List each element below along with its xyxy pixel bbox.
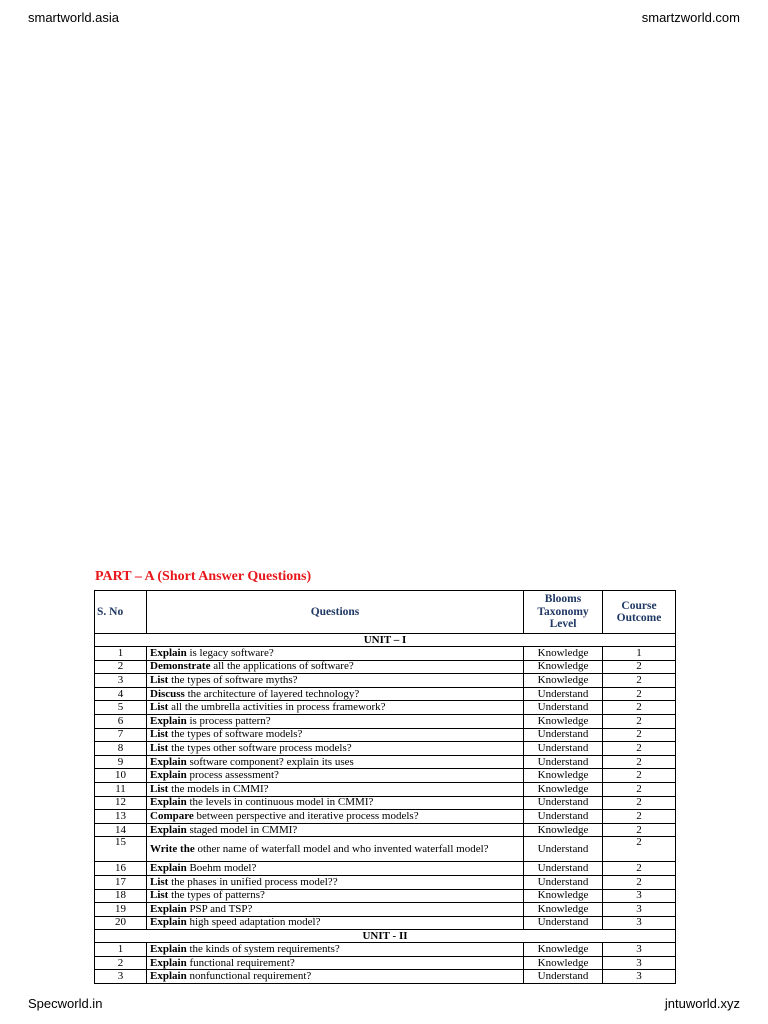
table-row [95, 701, 676, 715]
row-blooms-level: Understand [524, 837, 603, 862]
table-row [95, 647, 676, 661]
row-blooms-level: Knowledge [524, 956, 603, 970]
table-row [95, 837, 676, 862]
question-verb: List [150, 701, 169, 714]
question-verb: Write the [150, 842, 195, 855]
question-text: the levels in continuous model in CMMI? [186, 796, 374, 809]
row-blooms-level: Understand [524, 687, 603, 701]
row-course-outcome: 3 [603, 956, 676, 970]
row-course-outcome: 2 [603, 810, 676, 824]
table-row [95, 769, 676, 783]
row-question [147, 970, 524, 984]
question-verb: Explain [150, 769, 187, 782]
row-question [147, 862, 524, 876]
table-row [95, 755, 676, 769]
question-text: Boehm model? [186, 862, 257, 875]
row-sno: 1 [95, 647, 147, 661]
row-course-outcome: 2 [603, 742, 676, 756]
row-question [147, 742, 524, 756]
table-row [95, 674, 676, 688]
table-row [95, 970, 676, 984]
row-blooms-level: Knowledge [524, 674, 603, 688]
row-sno: 3 [95, 674, 147, 688]
row-blooms-level: Knowledge [524, 943, 603, 957]
row-blooms-level: Understand [524, 728, 603, 742]
question-text: the kinds of system requirements? [186, 943, 340, 956]
row-sno: 18 [95, 889, 147, 903]
row-sno: 8 [95, 742, 147, 756]
table-row [95, 862, 676, 876]
row-question [147, 943, 524, 957]
question-text: process assessment? [186, 769, 279, 782]
footer-site-right: jntuworld.xyz [664, 996, 740, 1011]
row-blooms-level: Understand [524, 875, 603, 889]
row-question [147, 810, 524, 824]
header-site-left: smartworld.asia [28, 10, 120, 25]
row-course-outcome: 2 [603, 701, 676, 715]
column-header-blooms [524, 591, 603, 634]
question-text: nonfunctional requirement? [186, 970, 312, 983]
row-sno: 7 [95, 728, 147, 742]
row-question [147, 889, 524, 903]
row-course-outcome: 2 [603, 769, 676, 783]
row-sno: 9 [95, 755, 147, 769]
unit-title: UNIT - II [95, 930, 676, 943]
row-question [147, 875, 524, 889]
question-verb: Demonstrate [150, 660, 211, 673]
row-course-outcome: 3 [603, 903, 676, 917]
row-blooms-level: Understand [524, 916, 603, 930]
row-blooms-level: Knowledge [524, 660, 603, 674]
question-verb: Explain [150, 755, 187, 768]
blooms-line-1: Blooms [544, 593, 582, 606]
unit-header-row [95, 930, 676, 943]
row-sno: 1 [95, 943, 147, 957]
row-course-outcome: 2 [603, 837, 676, 862]
question-text: software component? explain its uses [186, 755, 354, 768]
row-sno: 16 [95, 862, 147, 876]
question-text: the types of software myths? [168, 673, 298, 686]
row-blooms-level: Understand [524, 810, 603, 824]
question-verb: List [150, 875, 169, 888]
row-blooms-level: Knowledge [524, 903, 603, 917]
question-text: all the umbrella activities in process framework? [168, 701, 386, 714]
footer-site-left: Specworld.in [28, 996, 103, 1011]
row-blooms-level: Knowledge [524, 769, 603, 783]
row-blooms-level: Knowledge [524, 647, 603, 661]
question-verb: List [150, 728, 169, 741]
table-row [95, 823, 676, 837]
row-question [147, 782, 524, 796]
row-question [147, 674, 524, 688]
row-sno: 5 [95, 701, 147, 715]
question-verb: List [150, 673, 169, 686]
row-course-outcome: 2 [603, 796, 676, 810]
row-sno: 14 [95, 823, 147, 837]
table-row [95, 728, 676, 742]
row-sno: 15 [95, 837, 147, 862]
row-course-outcome: 2 [603, 728, 676, 742]
row-course-outcome: 3 [603, 970, 676, 984]
row-blooms-level: Understand [524, 755, 603, 769]
question-verb: Explain [150, 796, 187, 809]
section-title: PART – A (Short Answer Questions) [95, 569, 312, 584]
unit-header-row [95, 634, 676, 647]
row-sno: 13 [95, 810, 147, 824]
questions-table [94, 590, 676, 984]
row-course-outcome: 2 [603, 823, 676, 837]
row-sno: 10 [95, 769, 147, 783]
table-row [95, 782, 676, 796]
table-row [95, 796, 676, 810]
question-text: the types other software process models? [168, 741, 352, 754]
question-verb: Discuss [150, 687, 185, 700]
row-sno: 4 [95, 687, 147, 701]
unit-title: UNIT – I [95, 634, 676, 647]
question-text: high speed adaptation model? [186, 916, 321, 929]
outcome-line-1: Course [621, 599, 657, 612]
row-blooms-level: Knowledge [524, 782, 603, 796]
row-blooms-level: Understand [524, 970, 603, 984]
row-sno: 19 [95, 903, 147, 917]
question-verb: Explain [150, 916, 187, 929]
row-blooms-level: Understand [524, 742, 603, 756]
question-verb: Explain [150, 970, 187, 983]
question-text: all the applications of software? [210, 660, 354, 673]
row-sno: 11 [95, 782, 147, 796]
table-row [95, 660, 676, 674]
row-sno: 6 [95, 714, 147, 728]
table-row [95, 889, 676, 903]
row-course-outcome: 1 [603, 647, 676, 661]
table-row [95, 875, 676, 889]
row-question [147, 916, 524, 930]
row-sno: 2 [95, 660, 147, 674]
question-verb: List [150, 782, 169, 795]
row-sno: 20 [95, 916, 147, 930]
column-header-sno: S. No [95, 591, 147, 634]
row-sno: 17 [95, 875, 147, 889]
table-row [95, 943, 676, 957]
table-row [95, 742, 676, 756]
row-sno: 2 [95, 956, 147, 970]
row-blooms-level: Knowledge [524, 714, 603, 728]
table-row [95, 714, 676, 728]
question-verb: Explain [150, 943, 187, 956]
row-blooms-level: Understand [524, 862, 603, 876]
question-text: is legacy software? [186, 646, 274, 659]
outcome-line-2: Outcome [616, 612, 662, 624]
question-text: staged model in CMMI? [186, 823, 298, 836]
question-verb: Explain [150, 823, 187, 836]
row-course-outcome: 2 [603, 782, 676, 796]
question-text: the models in CMMI? [168, 782, 269, 795]
question-text: the types of patterns? [168, 889, 265, 902]
table-row [95, 916, 676, 930]
question-text: PSP and TSP? [186, 902, 253, 915]
row-course-outcome: 2 [603, 862, 676, 876]
question-verb: Explain [150, 646, 187, 659]
blooms-line-2: Taxonomy [537, 605, 589, 618]
question-verb: Explain [150, 902, 187, 915]
row-course-outcome: 2 [603, 714, 676, 728]
row-course-outcome: 2 [603, 755, 676, 769]
question-text: functional requirement? [186, 956, 295, 969]
row-course-outcome: 3 [603, 916, 676, 930]
row-question [147, 647, 524, 661]
row-question [147, 823, 524, 837]
row-course-outcome: 2 [603, 687, 676, 701]
row-question [147, 837, 524, 862]
question-verb: Compare [150, 809, 194, 822]
row-course-outcome: 2 [603, 875, 676, 889]
column-header-questions: Questions [147, 591, 524, 634]
header-site-right: smartzworld.com [641, 10, 740, 25]
question-text: other name of waterfall model and who invented waterfall model? [194, 842, 489, 855]
row-question [147, 796, 524, 810]
row-question [147, 660, 524, 674]
row-sno: 3 [95, 970, 147, 984]
row-question [147, 714, 524, 728]
row-question [147, 956, 524, 970]
row-blooms-level: Understand [524, 701, 603, 715]
blooms-line-3: Level [549, 618, 577, 631]
table-row [95, 687, 676, 701]
row-blooms-level: Knowledge [524, 823, 603, 837]
question-text: the types of software models? [168, 728, 303, 741]
question-verb: Explain [150, 714, 187, 727]
question-verb: Explain [150, 956, 187, 969]
question-verb: List [150, 741, 169, 754]
row-question [147, 687, 524, 701]
row-course-outcome: 3 [603, 889, 676, 903]
table-row [95, 903, 676, 917]
row-course-outcome: 2 [603, 660, 676, 674]
row-course-outcome: 2 [603, 674, 676, 688]
question-text: is process pattern? [186, 714, 271, 727]
question-verb: List [150, 889, 169, 902]
table-row [95, 956, 676, 970]
question-text: the phases in unified process model?? [168, 875, 338, 888]
row-question [147, 755, 524, 769]
table-row [95, 810, 676, 824]
row-blooms-level: Knowledge [524, 889, 603, 903]
row-blooms-level: Understand [524, 796, 603, 810]
row-question [147, 701, 524, 715]
row-course-outcome: 3 [603, 943, 676, 957]
question-text: the architecture of layered technology? [184, 687, 360, 700]
column-header-outcome [603, 591, 676, 634]
row-question [147, 903, 524, 917]
row-question [147, 769, 524, 783]
row-sno: 12 [95, 796, 147, 810]
question-text: between perspective and iterative process models? [193, 809, 419, 822]
question-verb: Explain [150, 862, 187, 875]
row-question [147, 728, 524, 742]
